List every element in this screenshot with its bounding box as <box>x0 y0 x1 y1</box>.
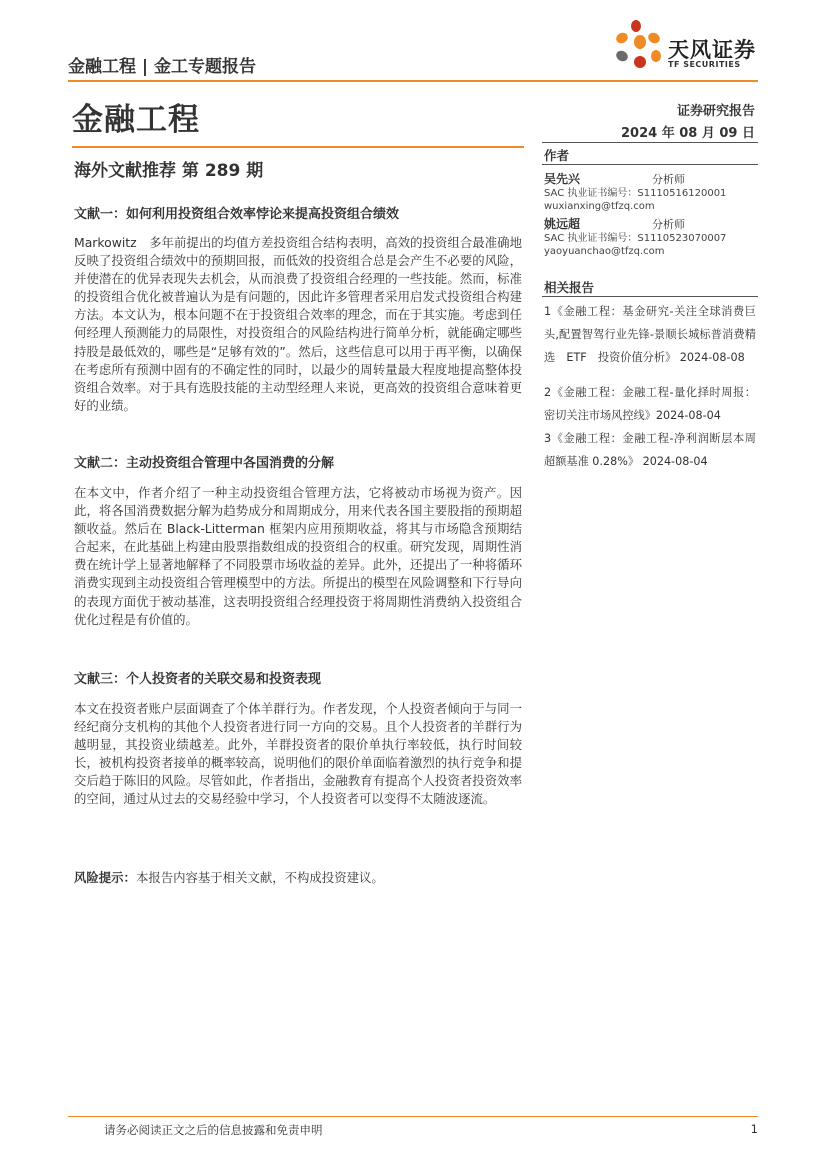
authors-divider <box>542 164 758 165</box>
related-report-1[interactable]: 1《金融工程：基金研究-关注全球消费巨头,配置智驾行业先锋-景顺长城标普消费精选 ETF 投资价值分析》 2024-08-08 <box>544 305 756 364</box>
report-type: 证券研究报告 <box>676 104 755 119</box>
related-reports-label: 相关报告 <box>544 280 595 295</box>
section-heading-2: 文献二：主动投资组合管理中各国消费的分解 <box>74 456 335 471</box>
author-role-1: 分析师 <box>652 173 685 186</box>
sidebar-top-divider <box>542 142 758 143</box>
title-divider <box>72 146 524 148</box>
report-date: 2024 年 08 月 09 日 <box>621 126 755 141</box>
author-role-2: 分析师 <box>652 218 685 231</box>
page-number: 1 <box>750 1122 758 1136</box>
header-divider <box>68 80 758 82</box>
issue-title: 海外文献推荐 第 289 期 <box>74 161 264 181</box>
section-body-2: 在本文中，作者介绍了一种主动投资组合管理方法，它将被动市场视为资产。因此，将各国消费数据分解为趋势成分和周期成分，用来代表各国主要股指的预期超额收益。然后在 Black-Litterman 框架内应用预期收益，将其与市场隐含预期结合起来，在此基础上构建由股票指数组成的投资组合的权重。研究发现，周期性消费在统计学上显著地解释了不同股票市场收益的差异。此外，还提出了一种将循环消费实现到主动投资组合管理模型中的方法。所提出的模型在风险调整和下行导向的表现方面优于被动基准，这表明投资组合经理投资于将周期性消费纳入投资组合优化过程是有价值的。 <box>74 485 522 627</box>
risk-label: 风险提示： <box>74 870 136 885</box>
related-report-3[interactable]: 3《金融工程：金融工程-净利润断层本周超额基准 0.28%》 2024-08-04 <box>544 432 756 468</box>
related-report-2[interactable]: 2《金融工程：金融工程-量化择时周报：密切关注市场风控线》2024-08-04 <box>544 386 756 422</box>
author-name-1: 吴先兴 <box>544 172 581 186</box>
footer-divider <box>68 1116 758 1117</box>
section-heading-3: 文献三：个人投资者的关联交易和投资表现 <box>74 672 322 687</box>
related-reports-divider <box>542 296 758 297</box>
author-name-2: 姚远超 <box>544 217 581 231</box>
logo-subtitle: TF SECURITIES <box>668 60 741 69</box>
tf-securities-logo-icon <box>610 18 666 74</box>
risk-notice <box>74 868 384 886</box>
page-title: 金融工程 <box>72 102 200 138</box>
authors-label: 作者 <box>544 148 570 163</box>
author-email-1[interactable]: wuxianxing@tfzq.com <box>544 201 655 212</box>
author-license-2: SAC 执业证书编号：S1110523070007 <box>544 233 727 244</box>
breadcrumb: 金融工程 | 金工专题报告 <box>68 57 257 77</box>
footer-disclaimer: 请务必阅读正文之后的信息披露和免责申明 <box>104 1123 323 1137</box>
author-email-2[interactable]: yaoyuanchao@tfzq.com <box>544 246 665 257</box>
section-body-1: Markowitz 多年前提出的均值方差投资组合结构表明，高效的投资组合最准确地反映了投资组合绩效中的预期回报，而低效的投资组合总是会产生不必要的风险，并使潜在的优异表现失去机会，从而浪费了投资组合经理的一些技能。然而，标准的投资组合优化被普遍认为是有问题的，因此许多管理者采用启发式投资组合构建方法。本文认为，根本问题不在于投资组合效率的理念，而在于其实施。考虑到任何经理人预测能力的局限性，对投资组合的风险结构进行简单分析，就能确定哪些持股是最低效的，哪些是“足够有效的”。然后，这些信息可以用于再平衡，以确保在考虑所有预测中固有的不确定性的同时，以最少的周转量最大程度地提高整体投资组合效率。对于具有选股技能的主动型经理人来说，更高效的投资组合意味着更好的业绩。 <box>74 235 522 413</box>
logo-name: 天风证券 <box>668 38 756 62</box>
author-license-1: SAC 执业证书编号：S1110516120001 <box>544 188 727 199</box>
section-heading-1: 文献一：如何利用投资组合效率悖论来提高投资组合绩效 <box>74 207 400 222</box>
section-body-3: 本文在投资者账户层面调查了个体羊群行为。作者发现，个人投资者倾向于与同一经纪商分支机构的其他个人投资者进行同一方向的交易。且个人投资者的羊群行为越明显，其投资业绩越差。此外，羊群投资者的限价单执行率较低，执行时间较长，被机构投资者接单的概率较高，说明他们的限价单面临着激烈的执行竞争和提交后趋于陈旧的风险。尽管如此，作者指出，金融教育有提高个人投资者投资效率的空间，通过从过去的交易经验中学习，个人投资者可以变得不太随波逐流。 <box>74 701 522 807</box>
risk-text: 本报告内容基于相关文献，不构成投资建议。 <box>135 870 384 885</box>
